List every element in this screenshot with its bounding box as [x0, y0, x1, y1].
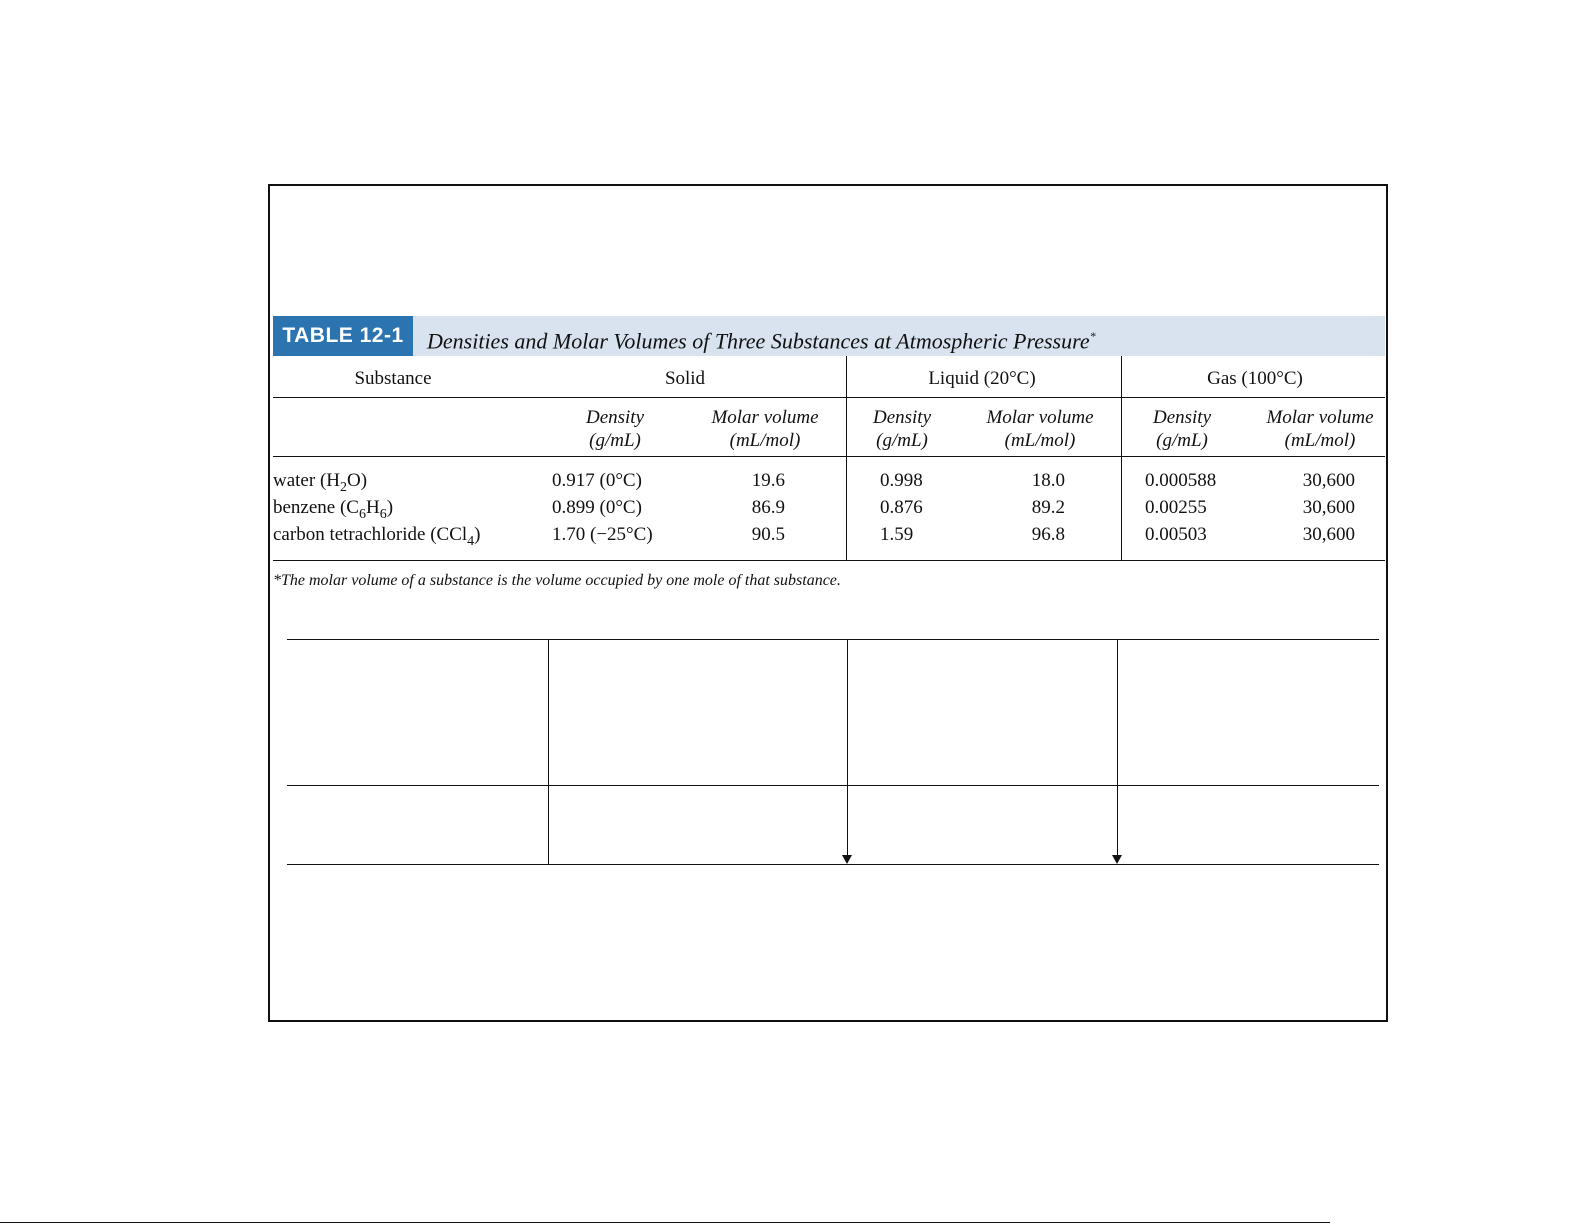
subheader-label: Molar volume	[986, 407, 1094, 428]
subheader-liquid-molar	[975, 406, 1105, 452]
cell-gas-molar: 30,600	[1302, 497, 1355, 518]
title-footnote-mark: *	[1089, 329, 1096, 343]
subheader-label: Density	[585, 407, 645, 428]
cell-gas-density: 0.00503	[1145, 524, 1207, 545]
table-title-bar	[273, 316, 1385, 356]
subheader-unit: (g/mL)	[589, 430, 641, 451]
grid-rule-top	[287, 639, 1379, 640]
grid-rule-bottom	[287, 864, 1379, 865]
subheader-unit: (mL/mol)	[1284, 430, 1356, 451]
formula-subscript: 6	[358, 506, 366, 522]
grid-rule-middle	[287, 785, 1379, 786]
formula-subscript: 6	[379, 506, 387, 522]
formula-subscript: 2	[340, 479, 347, 495]
table-footnote: *The molar volume of a substance is the volume occupied by one mole of that substance.	[273, 572, 841, 589]
row-substance-name	[273, 470, 367, 496]
grid-divider-3	[1117, 639, 1118, 858]
formula-text: O)	[347, 470, 368, 491]
subheader-unit: (g/mL)	[876, 430, 928, 451]
subheader-unit: (g/mL)	[1156, 430, 1208, 451]
subheader-unit: (mL/mol)	[729, 430, 801, 451]
header-solid: Solid	[664, 368, 706, 389]
subheader-label: Molar volume	[1266, 407, 1374, 428]
grid-divider-2	[847, 639, 848, 858]
rule-divider-liquid	[846, 356, 847, 560]
formula-text: )	[474, 524, 481, 545]
cell-liquid-density: 1.59	[880, 524, 914, 545]
cell-liquid-molar: 96.8	[1031, 524, 1065, 545]
row-substance-name	[273, 524, 480, 550]
formula-subscript: 4	[467, 533, 475, 549]
cell-gas-density: 0.000588	[1145, 470, 1217, 491]
cell-liquid-molar: 89.2	[1031, 497, 1065, 518]
subheader-label: Molar volume	[711, 407, 819, 428]
cell-solid-molar: 90.5	[751, 524, 785, 545]
cell-liquid-density: 0.876	[880, 497, 923, 518]
subheader-solid-density	[560, 406, 670, 452]
formula-text: carbon tetrachloride (CCl	[273, 524, 468, 545]
cell-solid-density: 1.70 (−25°C)	[552, 524, 653, 545]
table-title-text: Densities and Molar Volumes of Three Substances at Atmospheric Pressure	[427, 328, 1090, 354]
cell-gas-molar: 30,600	[1302, 524, 1355, 545]
formula-text: )	[386, 497, 394, 518]
cell-liquid-density: 0.998	[880, 470, 923, 491]
arrow-down-icon	[842, 855, 852, 864]
subheader-label: Density	[1152, 407, 1212, 428]
cell-gas-density: 0.00255	[1145, 497, 1207, 518]
subheader-solid-molar	[700, 406, 830, 452]
subheader-gas-density	[1132, 406, 1232, 452]
slide-frame	[268, 184, 1388, 1022]
arrow-down-icon	[1112, 855, 1122, 864]
header-gas: Gas (100°C)	[1207, 368, 1303, 389]
subheader-liquid-density	[852, 406, 952, 452]
formula-text: H	[365, 497, 380, 518]
formula-text: water (H	[273, 470, 340, 491]
header-substance: Substance	[354, 368, 432, 389]
subheader-unit: (mL/mol)	[1004, 430, 1076, 451]
cell-solid-density: 0.899 (0°C)	[552, 497, 642, 518]
rule-subheader	[273, 456, 1385, 457]
cell-solid-density: 0.917 (0°C)	[552, 470, 642, 491]
table-title	[427, 316, 1096, 356]
cell-gas-molar: 30,600	[1302, 470, 1355, 491]
header-liquid: Liquid (20°C)	[928, 368, 1036, 389]
rule-bottom	[273, 560, 1385, 561]
grid-divider-1	[548, 639, 549, 864]
cell-liquid-molar: 18.0	[1031, 470, 1065, 491]
rule-header	[273, 397, 1385, 398]
table-tag: TABLE 12-1	[273, 316, 413, 356]
subheader-label: Density	[872, 407, 932, 428]
subheader-gas-molar	[1255, 406, 1385, 452]
page-bottom-rule	[0, 1222, 1330, 1223]
rule-divider-gas	[1121, 356, 1122, 560]
row-substance-name	[273, 497, 393, 523]
formula-text: benzene (C	[273, 497, 359, 518]
cell-solid-molar: 19.6	[751, 470, 785, 491]
cell-solid-molar: 86.9	[751, 497, 785, 518]
